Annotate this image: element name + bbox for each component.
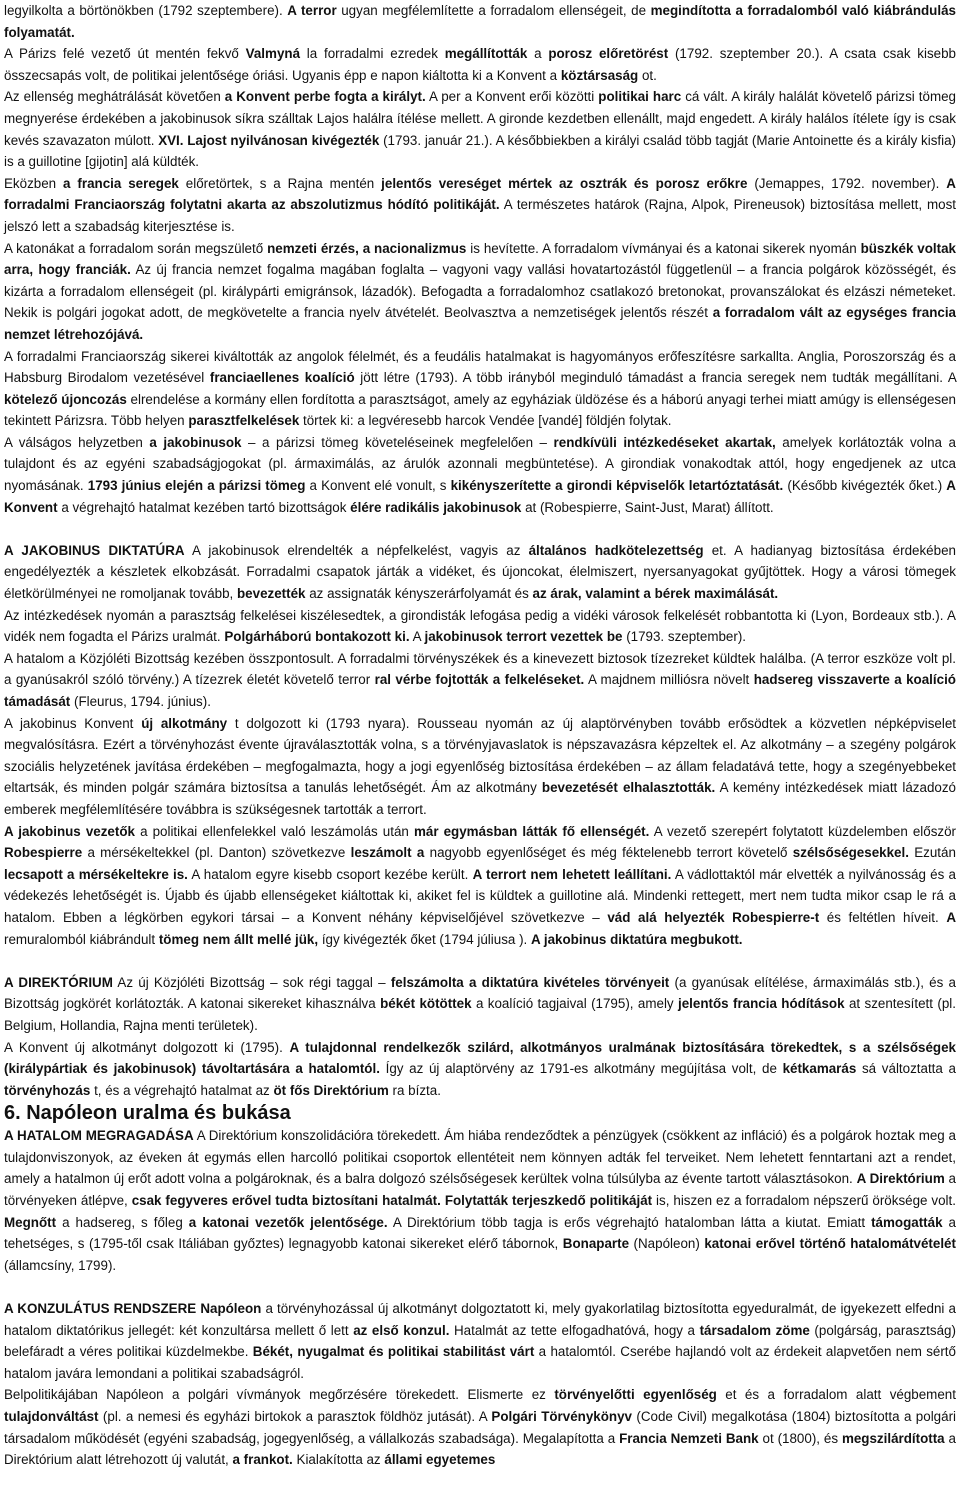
bold-text: tulajdonváltást	[4, 1409, 99, 1424]
text-run: előretörtek, s a Rajna mentén	[185, 175, 375, 191]
bold-text: az árak, valamint a bérek maximálását.	[532, 586, 779, 602]
text-run: A kemény intézkedések miatt lázadozó emberek megfélemlítésére továbbra is szükségesnek tartották a terrort.	[4, 780, 956, 817]
bold-text: békét kötöttek	[380, 996, 472, 1012]
paragraph	[4, 1298, 956, 1384]
section-heading: 6. Napóleon uralma és bukása	[4, 1102, 291, 1125]
text-run: a Konvent elé vonult, s	[309, 478, 447, 494]
bold-text: Folytatták terjeszkedő politikáját	[444, 1193, 653, 1209]
bold-text: A Konvent	[4, 478, 956, 515]
bold-text: kétkamarás	[782, 1061, 857, 1077]
text-run: A válságos helyzetben	[4, 434, 143, 450]
text-run: Az intézkedések nyomán a parasztság felkelései kiszélesedtek, a girondisták lefogása pedig a vidéki városok felkelését robbantotta ki (Lyon, Bordeaux stb.). A vidék nem fogadta el Párizs uralmát.	[4, 607, 956, 645]
bold-text: A DIREKTÓRIUM	[4, 974, 113, 990]
text-run: is hevítette. A forradalom vívmányai és a katonai sikerek nyomán	[470, 240, 857, 256]
text-run: Hatalmát az tette elfogadhatóvá, hogy a	[454, 1322, 696, 1338]
bold-text: A JAKOBINUS DIKTATÚRA	[4, 542, 185, 558]
bold-text: Robespierre	[4, 845, 83, 861]
text-run: A hatalom a Közjóléti Bizottság kezében összpontosult. A forradalmi törvényszékek és a kinevezett biztosok tízezreket küldtek halálba. (A terror eszköze volt pl. a gyanúsakról szóló törvény.) A tízezrek életét követelő terror	[4, 650, 956, 688]
paragraph	[4, 346, 956, 432]
text-run: a hatalomtól. Cserébe hajlandó volt az érdekeit alapvetően nem sértő hatalom javára lemondani a politikai szabadságról.	[4, 1344, 956, 1381]
text-run: a törvényeken átlépve,	[4, 1171, 956, 1209]
bold-text: kötelező újoncozás	[4, 391, 127, 407]
bold-text: tömeg nem állt mellé jük,	[158, 931, 319, 947]
text-run: A Párizs felé vezető út mentén fekvő	[4, 46, 239, 62]
bold-text: A terrort nem lehetett leállítani.	[472, 866, 672, 882]
paragraph	[4, 1384, 956, 1470]
text-run: elrendelése a kormány ellen fordította a parasztságot, amely az egyháziak üldözése és a háború anyagi terhei miatt amúgy is ellenségesen tekintett Párizsra. Több helyen	[4, 391, 957, 429]
paragraph	[4, 173, 956, 238]
bold-text: A forradalmi Franciaország folytatni akarta az abszolutizmus hódító politikáját.	[4, 175, 956, 213]
text-run: az assignaták kényszerárfolyamát és	[309, 586, 529, 602]
text-run: Belpolitikájában Napóleon a polgári vívmányok megőrzésére törekedett. Elismerte ez	[4, 1387, 546, 1403]
text-run: cá vált. A király halálát követelő párizsi tömeg megnyerése érdekében a jakobinusok síkra szálltak Lajos halálra ítélése mellett. A gironde kezdetben ellenállt, majd engedett. A király halálos ítélete így is csak kevés szavazaton múlott.	[4, 89, 956, 148]
text-run: et és a	[725, 1387, 775, 1403]
text-run: A katonákat a forradalom során megszülető	[4, 240, 264, 256]
bold-text: kikényszerítette a girondi képviselők letartóztatását.	[450, 478, 784, 494]
text-run: A természetes határok (Rajna, Alpok, Pireneusok) biztosítása mellett, most jelszó lett a szabadság kiterjesztése is.	[4, 197, 956, 234]
bold-text: általános hadkötelezettség	[528, 542, 704, 558]
text-run: a végrehajtó hatalmat kezében tartó bizottságok	[61, 499, 347, 515]
bold-text: Valmyná	[245, 46, 301, 62]
bold-text: A jakobinus diktatúra megbukott.	[530, 931, 743, 947]
text-run: ot.	[641, 67, 657, 83]
paragraph	[4, 648, 956, 713]
text-run: A hatalom egyre kisebb csoport kezébe került.	[191, 866, 469, 882]
bold-text: A HATALOM MEGRAGADÁSA	[4, 1128, 194, 1144]
bold-text: büszkék voltak arra, hogy franciák.	[4, 240, 957, 278]
bold-text: Megnőtt	[4, 1214, 57, 1230]
text-run: a koalíció tagjaival (1795), amely	[475, 996, 674, 1012]
text-run: ra bízta.	[392, 1082, 441, 1098]
bold-text: bevezették	[237, 586, 306, 602]
bold-text: A tulajdonnal rendelkezők szilárd, alkotmányos uralmának biztosítására törekedtek, s a szélsőségek (királypártiak és jakobinusok) távoltartására a hatalomtól.	[4, 1039, 956, 1077]
bold-text: az első konzul.	[353, 1322, 450, 1338]
bold-text: franciaellenes koalíció	[209, 370, 355, 386]
bold-text: felszámolta a diktatúra kivételes törvényeit	[390, 974, 670, 990]
bold-text: szélsőségesekkel.	[792, 845, 909, 861]
bold-text: jakobinusok terrort vezettek be	[424, 629, 623, 645]
paragraph	[4, 238, 956, 346]
text-run: at (Robespierre, Saint-Just, Marat) állított.	[525, 499, 774, 515]
bold-text: jelentős francia hódítások	[678, 996, 845, 1012]
bold-text: a Konvent perbe fogta a királyt.	[224, 89, 426, 105]
bold-text: hadsereg visszaverte a koalíció támadását	[4, 672, 956, 709]
text-run: (Fleurus, 1794. június).	[73, 694, 211, 709]
text-run: és feltétlen híveit.	[826, 909, 939, 925]
paragraph	[4, 540, 956, 605]
text-run: (a gyanúsak elítélése, ármaximálás stb.), és a Bizottság jogkörét korlátozták. A katonai sikereket kihasználva	[4, 974, 956, 1012]
text-run: A Direktórium több tagja is erős végrehajtó hatalomban látta a kiutat. Emiatt	[392, 1214, 866, 1230]
text-run: (1793. január 21.). A későbbiekben a királyi család több tagját (Marie Antoinette és a király kisfia) is a guillotine [gijotin] alá küldték.	[4, 132, 956, 170]
text-run: a	[534, 46, 549, 62]
text-run: Ezután	[914, 845, 956, 861]
bold-text: Békét, nyugalmat és politikai stabilitást várt	[252, 1344, 535, 1360]
text-run: legyilkolta a börtönökben (1792 szeptembere).	[4, 3, 283, 18]
bold-text: a katonai vezetők jelentősége.	[188, 1214, 388, 1230]
bold-text: öt fős Direktórium	[273, 1082, 389, 1098]
text-run: jött létre (1793). A több irányból meginduló támadást a francia seregek nem tudták megállítani. A	[360, 370, 957, 386]
text-run: is, hiszen ez a forradalom népszerű öröksége volt.	[656, 1193, 956, 1209]
bold-text: támogatták	[871, 1214, 943, 1230]
text-run: A majdnem milliósra növelt	[587, 672, 750, 688]
text-run: Az új francia nemzet fogalma magában foglalta – vagyoni vagy vallási hovatartozástól függetlenül – a francia polgárok közösségét, és kizárta a forradalom ellenségeit (pl. királypárti emigránsok, lázadók). Befogadta a forradalomhoz csatlakozó bretonokat, provanszálokat és elzászi németeket. Nekik is polgári jogokat adott, de megkövetelte a francia nyelv átvételét. Beolvasztva a nemzetiségek jelentős részét	[4, 262, 957, 321]
text-run: – a párizsi tömeg követeléseinek megfelelően –	[248, 434, 548, 450]
bold-text: parasztfelkelések	[188, 413, 300, 429]
text-run: ugyan megfélemlítette a forradalom ellenségeit, de	[341, 3, 647, 18]
text-run: Kialakította az	[296, 1452, 381, 1468]
paragraph	[4, 43, 956, 86]
bold-text: porosz előretörést	[548, 46, 669, 62]
bold-text: társadalom zöme	[699, 1322, 810, 1338]
bold-text: nemzeti érzés, a nacionalizmus	[267, 240, 467, 256]
text-run: A jakobinusok elrendelték a népfelkelést, vagyis az	[192, 542, 521, 558]
bold-text: vád alá helyezték Robespierre-t	[607, 909, 820, 925]
text-run: Eközben	[4, 175, 57, 191]
bold-text: a francia seregek	[63, 175, 179, 191]
paragraph	[4, 1037, 956, 1102]
text-run: a hadsereg, s főleg	[62, 1214, 183, 1230]
bold-text: bevezetését elhalasztották.	[541, 780, 716, 796]
bold-text: leszámolt a	[350, 845, 425, 861]
bold-text: csak fegyveres erővel tudta biztosítani hatalmát.	[131, 1193, 441, 1209]
paragraph	[4, 0, 956, 43]
bold-text: új alkotmány	[141, 715, 228, 731]
text-run: t, és a végrehajtó hatalmat az	[94, 1082, 270, 1098]
text-run: A Konvent új alkotmányt dolgozott ki (1795).	[4, 1039, 283, 1055]
bold-text: a frankot.	[232, 1452, 293, 1468]
bold-text: Napóleon	[200, 1301, 262, 1317]
bold-text: Francia Nemzeti Bank	[619, 1430, 759, 1446]
bold-text: Bonaparte	[562, 1236, 630, 1252]
text-run: et. A hadianyag biztosítása érdekében engedélyezték a készletek elkobzását. Forradalmi csapatok járták a vidéket, és újoncokat, élelmiszert, nyersanyagokat gyűjtöttek. Hogy a városi tömegek életkörülményei ne romoljanak tovább,	[4, 542, 956, 602]
bold-text: törvényelőtti egyenlőség	[554, 1387, 717, 1403]
bold-text: ral vérbe fojtották a felkeléseket.	[374, 672, 585, 688]
text-run: (pl. a nemesi és egyházi birtokok a parasztok földhöz jutását). A	[102, 1409, 487, 1424]
text-run: Így az új alaptörvény az 1791-es alkotmány megújítása volt, de	[385, 1061, 777, 1077]
text-run: a törvényhozással új alkotmányt dolgoztatott ki, mely gyakorlatilag biztosította egyeduralmát, de igyekezett elfedni a hatalom diktatórikus jellegét: két konzultársa mellett ő lett	[4, 1301, 956, 1338]
bold-text: állami egyetemes	[384, 1452, 496, 1468]
bold-text: rendkívüli intézkedéseket akartak,	[553, 434, 776, 450]
text-run: a mérsékeltekkel (pl. Danton) szövetkezve	[87, 845, 346, 861]
text-run: remuralomból kiábrándult	[4, 931, 156, 947]
text-run: at szentesített (pl. Belgium, Hollandia, Rajna menti területek).	[4, 996, 956, 1033]
bold-text: élére radikális jakobinusok	[350, 499, 522, 515]
paragraph	[4, 713, 956, 821]
text-run: (polgárság, parasztság) belefáradt a véres politikai küzdelmekbe.	[4, 1322, 956, 1360]
paragraph	[4, 86, 956, 172]
paragraph	[4, 605, 956, 648]
bold-text: Polgárháború bontakozott ki.	[224, 629, 410, 645]
text-run: t dolgozott ki (1793 nyara). Rousseau nyomán az új alaptörvényben tovább erősödtek a közvetlen népképviselet megvalósításra. Ezért a törvényhozást évente újraválasztották volna, s a törvényjavaslatok is népszavazásra képzeltek el. Az alkotmány – a szegény polgárok szociális helyzetének javítása érdekében – megfogalmazta, hogy a jogi egyenlőség biztosítása érdekében – az állam feladatává tette, hogy a szegényebbeket eltartsák, és minden polgár számára biztosítsa a tanulás lehetőségét. Ám az alkotmány	[4, 715, 957, 796]
bold-text: A	[946, 909, 956, 925]
paragraph	[4, 972, 956, 1037]
text-run: (Code Civil) megalkotása (1804) biztosította a polgári társadalom működését (egyéni szabadság, jogegyenlőség, a vállalkozás szabadsága). Megalapította a	[4, 1409, 956, 1446]
text-run: A per a Konvent erői közötti	[429, 89, 595, 105]
text-run: amelyek korlátozták volna a tulajdont és az egyéni szabadságjogokat (pl. ármaximálás, az árulók azonnali megbüntetése). A girondiak vonakodtak attól, hogy engedjenek az utca nyomásának.	[4, 434, 956, 494]
text-run: A forradalmi Franciaország sikerei kiváltották az angolok félelmét, és a feudális hatalmakat is hagyományos erőfeszítésre sarkallta. Anglia, Poroszország és a Habsburg Birodalom vezetésével	[4, 348, 956, 386]
text-run: (1792. szeptember 20.). A csata csak kisebb összecsapás volt, de politikai jelentősége óriási. Ugyanis épp e napon kiáltotta ki a Konvent a	[4, 46, 956, 83]
bold-text: A jakobinus vezetők	[4, 823, 135, 839]
text-run: A jakobinus Konvent	[4, 715, 134, 731]
bold-text: XVI. Lajost nyilvánosan kivégezték	[158, 132, 380, 148]
text-run: (Később kivégezték őket.)	[787, 478, 943, 494]
bold-text: A KONZULÁTUS	[4, 1301, 110, 1317]
bold-text: lecsapott a mérsékeltekre is.	[4, 866, 188, 882]
bold-text: A terror	[287, 3, 337, 18]
bold-text: törvényhozás	[4, 1082, 91, 1098]
text-run: ot (1800), és	[762, 1430, 839, 1446]
bold-text: A Direktórium	[856, 1171, 945, 1187]
bold-text: katonai erővel történő hatalomátvételét	[704, 1236, 956, 1252]
text-run: törtek ki: a legvéresebb harcok Vendée [vandé] földjén folytak.	[303, 413, 672, 429]
bold-text: politikai harc	[598, 89, 682, 105]
text-run: Az ellenség meghátrálását követően	[4, 89, 221, 105]
paragraph	[4, 1125, 956, 1276]
text-run: Az új Közjóléti Bizottság – sok régi taggal –	[117, 974, 386, 990]
bold-text: már egymásban látták fő ellenségét.	[413, 823, 650, 839]
text-run: a Direktórium alatt létrehozott új valutát,	[4, 1430, 956, 1468]
text-run: forradalom alatt végbement	[783, 1387, 956, 1403]
bold-text: a jakobinusok	[149, 434, 242, 450]
text-run: (Napóleon)	[633, 1236, 700, 1252]
document-body	[4, 0, 956, 1101]
bold-text: köztársaság	[560, 67, 639, 83]
text-run: (Jemappes, 1792. november).	[754, 175, 940, 191]
bold-text: a forradalom vált az egységes francia nemzet létrehozójává.	[4, 305, 956, 342]
text-run: (1793. szeptember).	[626, 629, 747, 645]
bold-text: megszilárdította	[841, 1430, 945, 1446]
bold-text: megállították	[444, 46, 528, 62]
bold-text: Polgári Törvénykönyv	[491, 1409, 632, 1424]
bold-text: 1793 június elején a párizsi tömeg	[87, 478, 306, 494]
text-run: a politikai ellenfelekkel való leszámolás után	[140, 823, 409, 839]
text-run: A vádlottaktól már elvették a nyilvánosság és a védekezés lehetőségét is. Újabb és újabb ellenségeket kiáltottak ki, akiket fel is küldtek a guillotine alá. Mindenki rettegett, mert nem tudta mikor csap le rá a hatalom. Ebben a légkörben egykori társai – a Konvent néhány képviselőjével szövetkezve –	[4, 866, 956, 925]
paragraph	[4, 432, 956, 518]
text-run: la forradalmi ezredek	[306, 46, 438, 62]
bold-text: jelentős vereséget mértek az osztrák és porosz erőkre	[381, 175, 748, 191]
text-run: a tehetséges, s (1795-től csak Itáliában győztes) legnagyobb katonai sikereket elérő tábornok,	[4, 1214, 956, 1252]
text-run: nagyobb egyenlőséget és még féktelenebb terrort követelő	[429, 845, 788, 861]
text-run: (államcsíny, 1799).	[4, 1257, 117, 1273]
text-run: így kivégezték őket (1794 júliusa ).	[321, 931, 528, 947]
text-run: A Direktórium konszolidációra törekedett. Ám hiába rendeződtek a pénzügyek (csökkent az infláció) és a polgárok hoztak meg a tulajdonviszonyok, az éveken át egymás ellen harcolló politikai csoportok ellentéteit nem könnyen adták fel terveiket. Nem lehetett fenntartani azt a rendet, amely a hatalmon új erőt adott volna a polgároknak, és a balra dolgozó szélsőségesek kerültek volna túlsúlyba az évente tartott választásokon.	[4, 1128, 956, 1187]
text-run: A vezető szerepért folytatott küzdelemben először	[653, 823, 957, 839]
bold-text: megindította a forradalomból való kiábrándulás folyamatát.	[4, 3, 956, 40]
paragraph	[4, 821, 956, 951]
text-run: A	[412, 629, 421, 645]
text-run: sá változtatta a	[861, 1061, 956, 1077]
bold-text: RENDSZERE	[113, 1301, 197, 1317]
section-body	[4, 1125, 956, 1471]
